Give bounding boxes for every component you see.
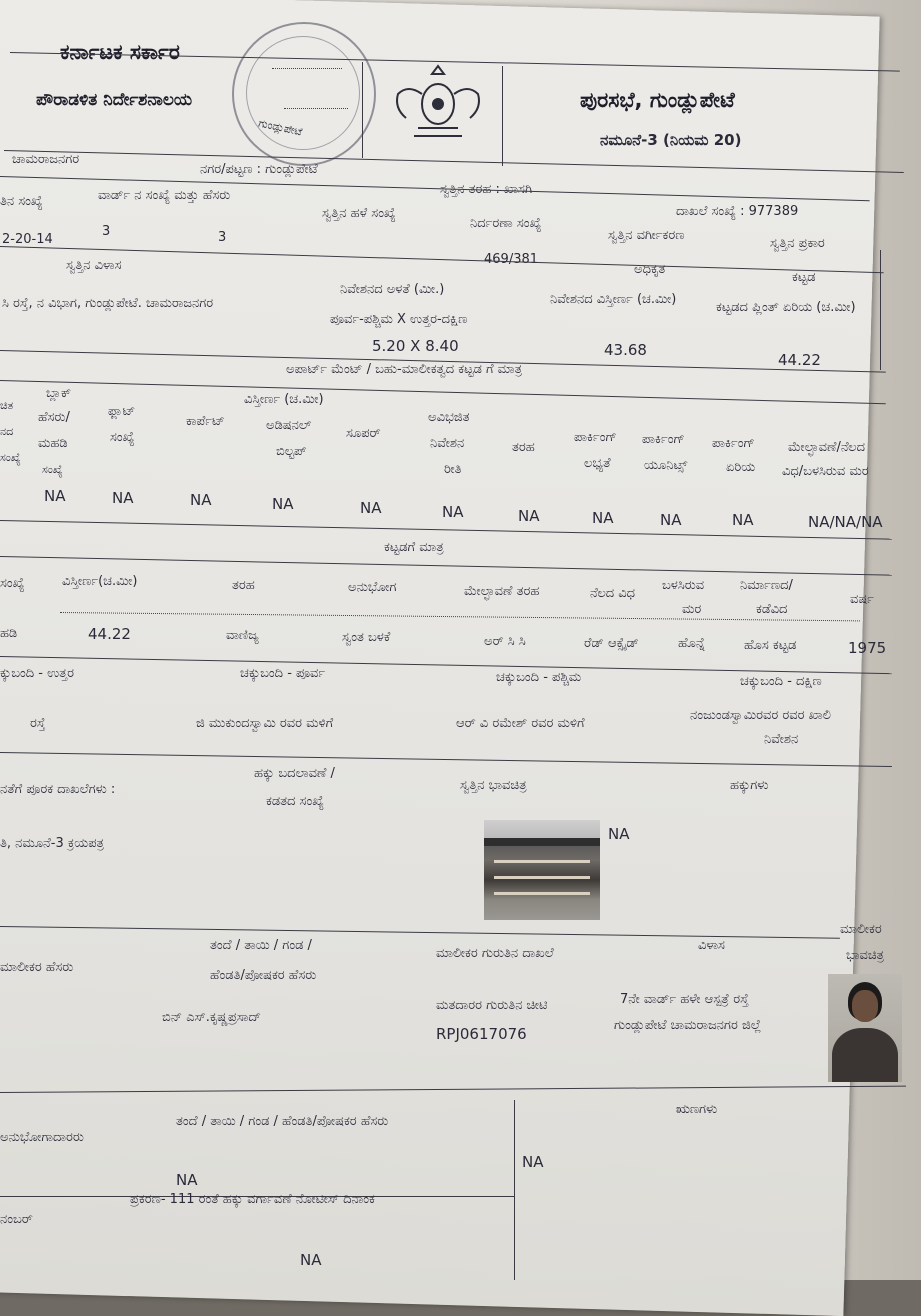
h-carpet: ಕಾರ್ಪೆಟ್ xyxy=(186,414,225,429)
h-property-photo: ಸ್ವತ್ತಿನ ಭಾವಚಿತ್ರ xyxy=(460,778,527,793)
h-block-1: ಬ್ಲಾಕ್ xyxy=(46,386,72,401)
v-ward-no: 3 xyxy=(102,224,111,239)
h-old-no: ಸ್ವತ್ತಿನ ಹಳೆ ಸಂಖ್ಯೆ xyxy=(322,206,396,221)
h-parking-area-1: ಪಾರ್ಕಿಂಗ್ xyxy=(712,436,755,451)
h-property-kind: ಸ್ವತ್ತಿನ ಪ್ರಕಾರ xyxy=(770,236,825,251)
h-flat-2: ಸಂಖ್ಯೆ xyxy=(110,430,135,445)
apt-value: NA xyxy=(592,509,614,527)
h-parking-avail-2: ಲಭ್ಯತೆ xyxy=(584,456,611,471)
h-occupant: ಅನುಭೋಗಾದಾರರು xyxy=(0,1130,84,1145)
h-bld-no: ಸಂಖ್ಯೆ xyxy=(0,576,25,591)
h-area: ವಿಸ್ತೀರ್ಣ (ಚ.ಮೀ) xyxy=(244,392,324,407)
h-block-3: ಮಹಡಿ xyxy=(38,436,68,451)
h-transfer-1: ಹಕ್ಕು ಬದಲಾವಣೆ / xyxy=(254,766,335,781)
v-property-kind: ಕಟ್ಟಡ xyxy=(792,270,816,285)
property-type: ಸ್ವತ್ತಿನ ತರಹ : ಖಾಸಗಿ xyxy=(440,182,533,197)
h-index-1: ಚಿತ xyxy=(0,399,14,412)
h-index-2: ನದ xyxy=(0,425,14,438)
v-occupant-parent: NA xyxy=(176,1171,198,1189)
v-rights: NA xyxy=(608,825,630,843)
v-supporting-docs: ತಿ, ನಮೂನೆ-3 ಕ್ರಯಪತ್ರ xyxy=(0,836,104,851)
h-bld-year: ವರ್ಷ xyxy=(850,592,874,607)
v-bld-year: 1975 xyxy=(848,639,887,657)
v-bld-type: ವಾಣಿಜ್ಯ xyxy=(226,628,259,643)
apartment-title: ಅಪಾರ್ಟ್ ಮೆಂಟ್ / ಬಹು-ಮಾಲೀಕತ್ವದ ಕಟ್ಟಡ ಗೆ ಮಾತ್ರ xyxy=(286,362,523,377)
v-bld-construction: ಹೊಸ ಕಟ್ಟಡ xyxy=(744,638,797,653)
h-parking-units-1: ಪಾರ್ಕಿಂಗ್ xyxy=(642,432,685,447)
v-boundary-west: ಆರ್ ವಿ ರಮೇಶ್ ರವರ ಮಳಿಗೆ xyxy=(456,716,585,731)
owner-photo xyxy=(828,974,902,1082)
h-site-area: ನಿವೇಶನದ ವಿಸ್ತೀರ್ಣ (ಚ.ಮೀ) xyxy=(550,292,677,307)
h-transfer-2: ಕಡತದ ಸಂಖ್ಯೆ xyxy=(266,794,324,809)
v-bld-usage: ಸ್ವಂತ ಬಳಕೆ xyxy=(342,630,391,645)
h-boundary-west: ಚಕ್ಕುಬಂದಿ - ಪಶ್ಚಿಮ xyxy=(496,670,582,685)
v-property-no: 2-20-14 xyxy=(2,232,53,247)
apt-value: NA xyxy=(44,487,66,505)
v-site-dimensions: 5.20 X 8.40 xyxy=(372,337,459,355)
h-additional-2: ಬಿಲ್ಟಪ್ xyxy=(276,444,307,459)
h-super: ಸೂಪರ್ xyxy=(346,426,381,441)
v-plinth-area: 44.22 xyxy=(778,351,821,369)
v-floor-label: ಹಡಿ xyxy=(0,626,18,641)
h-owner-photo-2: ಭಾವಚಿತ್ರ xyxy=(846,948,884,963)
v-boundary-south-2: ನಿವೇಶನ xyxy=(764,732,799,747)
v-address: ಸಿ ರಸ್ತೆ, ನ ವಿಭಾಗ, ಗುಂಡ್ಲುಪೇಟೆ. ಚಾಮರಾಜನಗರ xyxy=(2,296,214,311)
v-owner-address-1: 7ನೇ ವಾರ್ಡ್ ಹಳೇ ಆಸ್ಪತ್ರೆ ರಸ್ತೆ xyxy=(620,992,749,1007)
v-bld-area: 44.22 xyxy=(88,625,131,643)
v-notice-date: NA xyxy=(300,1251,322,1269)
office-seal xyxy=(232,22,376,166)
h-occupant-parent: ತಂದೆ / ತಾಯಿ / ಗಂಡ / ಹೆಂಡತಿ/ಪೋಷಕರ ಹೆಸರು xyxy=(176,1114,389,1129)
seal-text: ಗುಂಡ್ಲುಪೇಟೆ xyxy=(257,116,304,139)
apt-value: NA xyxy=(518,507,540,525)
h-owner-photo-1: ಮಾಲೀಕರ xyxy=(840,922,882,937)
h-block-4: ಸಂಖ್ಯೆ xyxy=(42,463,63,476)
h-liabilities: ಋಣಗಳು xyxy=(676,1102,718,1117)
apt-value: NA xyxy=(660,511,682,529)
govt-title: ಕರ್ನಾಟಕ ಸರ್ಕಾರ xyxy=(60,40,180,64)
v-boundary-north: ರಸ್ತೆ xyxy=(30,716,46,731)
apt-value: NA/NA/NA xyxy=(808,513,883,531)
entry-number: ದಾಖಲೆ ಸಂಖ್ಯೆ : 977389 xyxy=(676,204,799,219)
state-emblem-icon xyxy=(388,64,488,150)
h-boundary-east: ಚಕ್ಕುಬಂದಿ - ಪೂರ್ವ xyxy=(240,666,326,681)
apt-value: NA xyxy=(732,511,754,529)
h-boundary-north: ಕ್ಕುಬಂದಿ - ಉತ್ತರ xyxy=(0,666,75,681)
form-number: ನಮೂನೆ-3 (ನಿಯಮ 20) xyxy=(600,131,742,149)
v-bld-floor: ರೆಡ್ ಆಕ್ಸೈಡ್ xyxy=(584,636,639,651)
v-owner-id-type: ಮತದಾರರ ಗುರುತಿನ ಚೀಟಿ xyxy=(436,998,548,1013)
v-site-area: 43.68 xyxy=(604,341,647,359)
town: ನಗರ/ಪಟ್ಟಣ : ಗುಂಡ್ಲುಪೇಟೆ xyxy=(200,162,318,177)
h-site-dimensions: ನಿವೇಶನದ ಅಳತೆ (ಮೀ.) xyxy=(340,282,445,297)
h-roof-2: ವಿಧ/ಬಳಸಿರುವ ಮರ xyxy=(782,464,869,479)
h-notice-date: ಪ್ರಕರಣ- 111 ರಂತೆ ಹಕ್ಕು ವರ್ಗಾವಣೆ ನೋಟೀಸ್ ದಿನಾಂಕ xyxy=(130,1192,375,1207)
apt-value: NA xyxy=(360,499,382,517)
district: ಚಾಮರಾಜನಗರ xyxy=(12,152,80,167)
h-bld-wood-1: ಬಳಸಿರುವ xyxy=(662,578,705,593)
h-survey-no: ನಿರ್ದರಣಾ ಸಂಖ್ಯೆ xyxy=(470,216,542,231)
v-bld-roof: ಅರ್ ಸಿ ಸಿ xyxy=(484,634,526,649)
apt-value: NA xyxy=(190,491,212,509)
apt-value: NA xyxy=(272,495,294,513)
h-ward: ವಾರ್ಡ್ ನ ಸಂಖ್ಯೆ ಮತ್ತು ಹೆಸರು xyxy=(98,188,231,203)
h-bld-construction-2: ಕಡೆವಿದ xyxy=(756,602,788,617)
h-classification: ಸ್ವತ್ತಿನ ವರ್ಗೀಕರಣ xyxy=(608,228,685,243)
h-bld-construction-1: ನಿರ್ಮಾಣದ/ xyxy=(740,578,793,593)
h-owner-name: ಮಾಲೀಕರ ಹೆಸರು xyxy=(0,960,74,975)
h-owner-parent-2: ಹೆಂಡತಿ/ಪೋಷಕರ ಹೆಸರು xyxy=(210,968,317,983)
h-owner-address: ವಿಳಾಸ xyxy=(698,938,725,953)
v-ward-name: 3 xyxy=(218,230,227,245)
h-property-no: ತಿನ ಸಂಖ್ಯೆ xyxy=(0,194,43,209)
apt-value: NA xyxy=(442,503,464,521)
h-address: ಸ್ವತ್ತಿನ ವಿಳಾಸ xyxy=(66,258,122,273)
h-parking-avail-1: ಪಾರ್ಕಿಂಗ್ xyxy=(574,430,617,445)
h-undivided-3: ರೀತಿ xyxy=(444,462,462,477)
h-rights: ಹಕ್ಕುಗಳು xyxy=(730,778,769,793)
h-owner-id: ಮಾಲೀಕರ ಗುರುತಿನ ದಾಖಲೆ xyxy=(436,946,554,961)
v-bld-wood: ಹೊನ್ನೆ xyxy=(678,636,706,651)
office-title: ಪುರಸಭೆ, ಗುಂಡ್ಲುಪೇಟೆ xyxy=(580,88,735,112)
h-apt-type: ತರಹ xyxy=(512,440,535,455)
property-photo xyxy=(484,820,600,920)
h-parking-units-2: ಯೂನಿಟ್ಸ್ xyxy=(644,458,688,473)
apt-value: NA xyxy=(112,489,134,507)
v-boundary-east: ಜಿ ಮುಕುಂದಸ್ವಾಮಿ ರವರ ಮಳಿಗೆ xyxy=(196,716,334,731)
h-flat-1: ಫ್ಲಾಟ್ xyxy=(108,404,136,419)
building-title: ಕಟ್ಟಡಗೆ ಮಾತ್ರ xyxy=(384,540,444,555)
v-owner-id-no: RPJ0617076 xyxy=(436,1025,527,1043)
v-owner-parent: ಬಿನ್ ಎಸ್.ಕೃಷ್ಣಪ್ರಸಾದ್ xyxy=(162,1010,261,1025)
h-boundary-south: ಚಕ್ಕುಬಂದಿ - ದಕ್ಷಿಣ xyxy=(740,674,822,689)
h-bld-roof: ಮೇಲ್ಛಾವಣೆ ತರಹ xyxy=(464,584,540,599)
h-number: ನಂಬರ್ xyxy=(0,1212,33,1227)
h-bld-type: ತರಹ xyxy=(232,578,255,593)
h-plinth-area: ಕಟ್ಟಡದ ಪ್ಲಿಂತ್ ಏರಿಯ (ಚ.ಮೀ) xyxy=(716,300,856,315)
h-bld-usage: ಅನುಭೋಗ xyxy=(348,580,397,595)
v-survey-no: 469/381 xyxy=(484,252,539,267)
h-bld-area: ವಿಸ್ತೀರ್ಣ(ಚ.ಮೀ) xyxy=(62,574,138,589)
v-liabilities: NA xyxy=(522,1153,544,1171)
h-undivided-2: ನಿವೇಶನ xyxy=(430,436,465,451)
h-index-3: ಸಂಖ್ಯೆ xyxy=(0,451,21,464)
v-classification: ಅಧಿಕೃತ xyxy=(634,262,666,277)
h-additional-1: ಅಡಿಷನಲ್ xyxy=(266,418,312,433)
v-owner-address-2: ಗುಂಡ್ಲುಪೇಟೆ ಚಾಮರಾಜನಗರ ಜಿಲ್ಲೆ xyxy=(614,1018,762,1033)
h-roof-1: ಮೇಲ್ಛಾವಣೆ/ನೆಲದ xyxy=(788,440,865,455)
h-supporting-docs: ನತೆಗೆ ಪೂರಕ ದಾಖಲೆಗಳು : xyxy=(0,782,116,797)
v-boundary-south-1: ನಂಜುಂಡಸ್ವಾಮಿರವರ ರವರ ಖಾಲಿ xyxy=(690,708,831,723)
h-bld-floor: ನೆಲದ ವಿಧ xyxy=(590,586,636,601)
h-owner-parent-1: ತಂದೆ / ತಾಯಿ / ಗಂಡ / xyxy=(210,938,312,953)
h-dimensions-sub: ಪೂರ್ವ-ಪಶ್ಚಿಮ X ಉತ್ತರ-ದಕ್ಷಿಣ xyxy=(330,312,468,327)
h-block-2: ಹೆಸರು/ xyxy=(38,410,70,425)
h-bld-wood-2: ಮರ xyxy=(682,602,702,617)
h-undivided-1: ಅವಿಭಜಿತ xyxy=(428,410,470,425)
h-parking-area-2: ಏರಿಯ xyxy=(726,460,756,475)
directorate-title: ಪೌರಾಡಳಿತ ನಿರ್ದೇಶನಾಲಯ xyxy=(36,90,193,110)
